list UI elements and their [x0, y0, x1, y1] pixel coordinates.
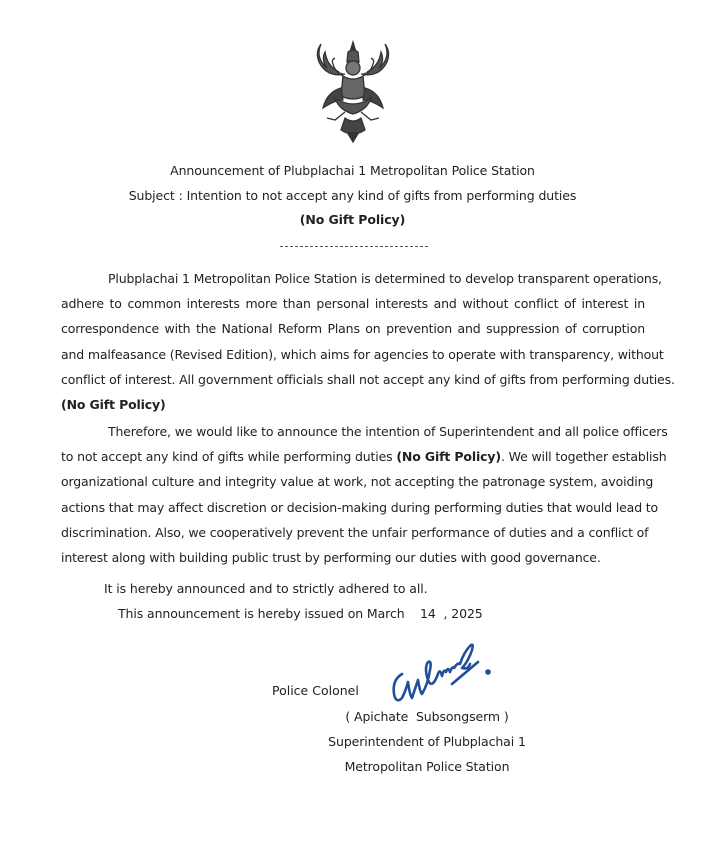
paragraph-line: and malfeasance (Revised Edition), which aims for agencies to operate with transparency, without — [61, 346, 664, 362]
issue-date: This announcement is hereby issued on March 14 , 2025 — [118, 606, 483, 621]
signature-icon — [388, 640, 500, 708]
announcement-subject: Subject : Intention to not accept any kind of gifts from performing duties — [128, 188, 577, 203]
closing-statement: It is hereby announced and to strictly adhered to all. — [104, 581, 428, 596]
garuda-emblem-icon — [305, 38, 401, 144]
policy-name-inline: (No Gift Policy) — [396, 449, 501, 465]
paragraph-line: interest along with building public trust by performing our duties with good governance. — [61, 549, 601, 565]
paragraph-line: adhere to common interests more than personal interests and without conflict of interest in — [61, 296, 645, 312]
signatory-title: Superintendent of Plubplachai 1 — [328, 734, 526, 749]
paragraph-text: to not accept any kind of gifts while performing duties — [61, 449, 397, 465]
paragraph-line: Plubplachai 1 Metropolitan Police Station is determined to develop transparent operations, — [108, 271, 662, 286]
signatory-title-station: Metropolitan Police Station — [344, 759, 510, 774]
paragraph-line: actions that may affect discretion or decision-making during performing duties that would lead to — [61, 499, 659, 515]
paragraph-line: conflict of interest. All government officials shall not accept any kind of gifts from performing duties. — [61, 371, 675, 387]
paragraph-line — [61, 444, 667, 469]
paragraph-text: . We will together establish — [500, 449, 667, 465]
policy-name: (No Gift Policy) — [299, 212, 406, 227]
paragraph-line: Therefore, we would like to announce the intention of Superintendent and all police officers — [108, 424, 668, 439]
signatory-rank: Police Colonel — [272, 683, 359, 698]
signatory-name: ( Apichate Subsongserm ) — [345, 709, 509, 724]
paragraph-announcement — [61, 419, 668, 570]
announcement-heading: Announcement of Plubplachai 1 Metropolitan Police Station — [170, 163, 535, 178]
paragraph-intent — [61, 266, 675, 417]
heading-divider — [280, 246, 428, 247]
paragraph-line-policy: (No Gift Policy) — [61, 396, 166, 412]
paragraph-line: organizational culture and integrity value at work, not accepting the patronage system, avoiding — [61, 474, 654, 490]
paragraph-line: discrimination. Also, we cooperatively prevent the unfair performance of duties and a conflict of — [61, 524, 649, 540]
paragraph-line: correspondence with the National Reform Plans on prevention and suppression of corruption — [61, 321, 645, 337]
